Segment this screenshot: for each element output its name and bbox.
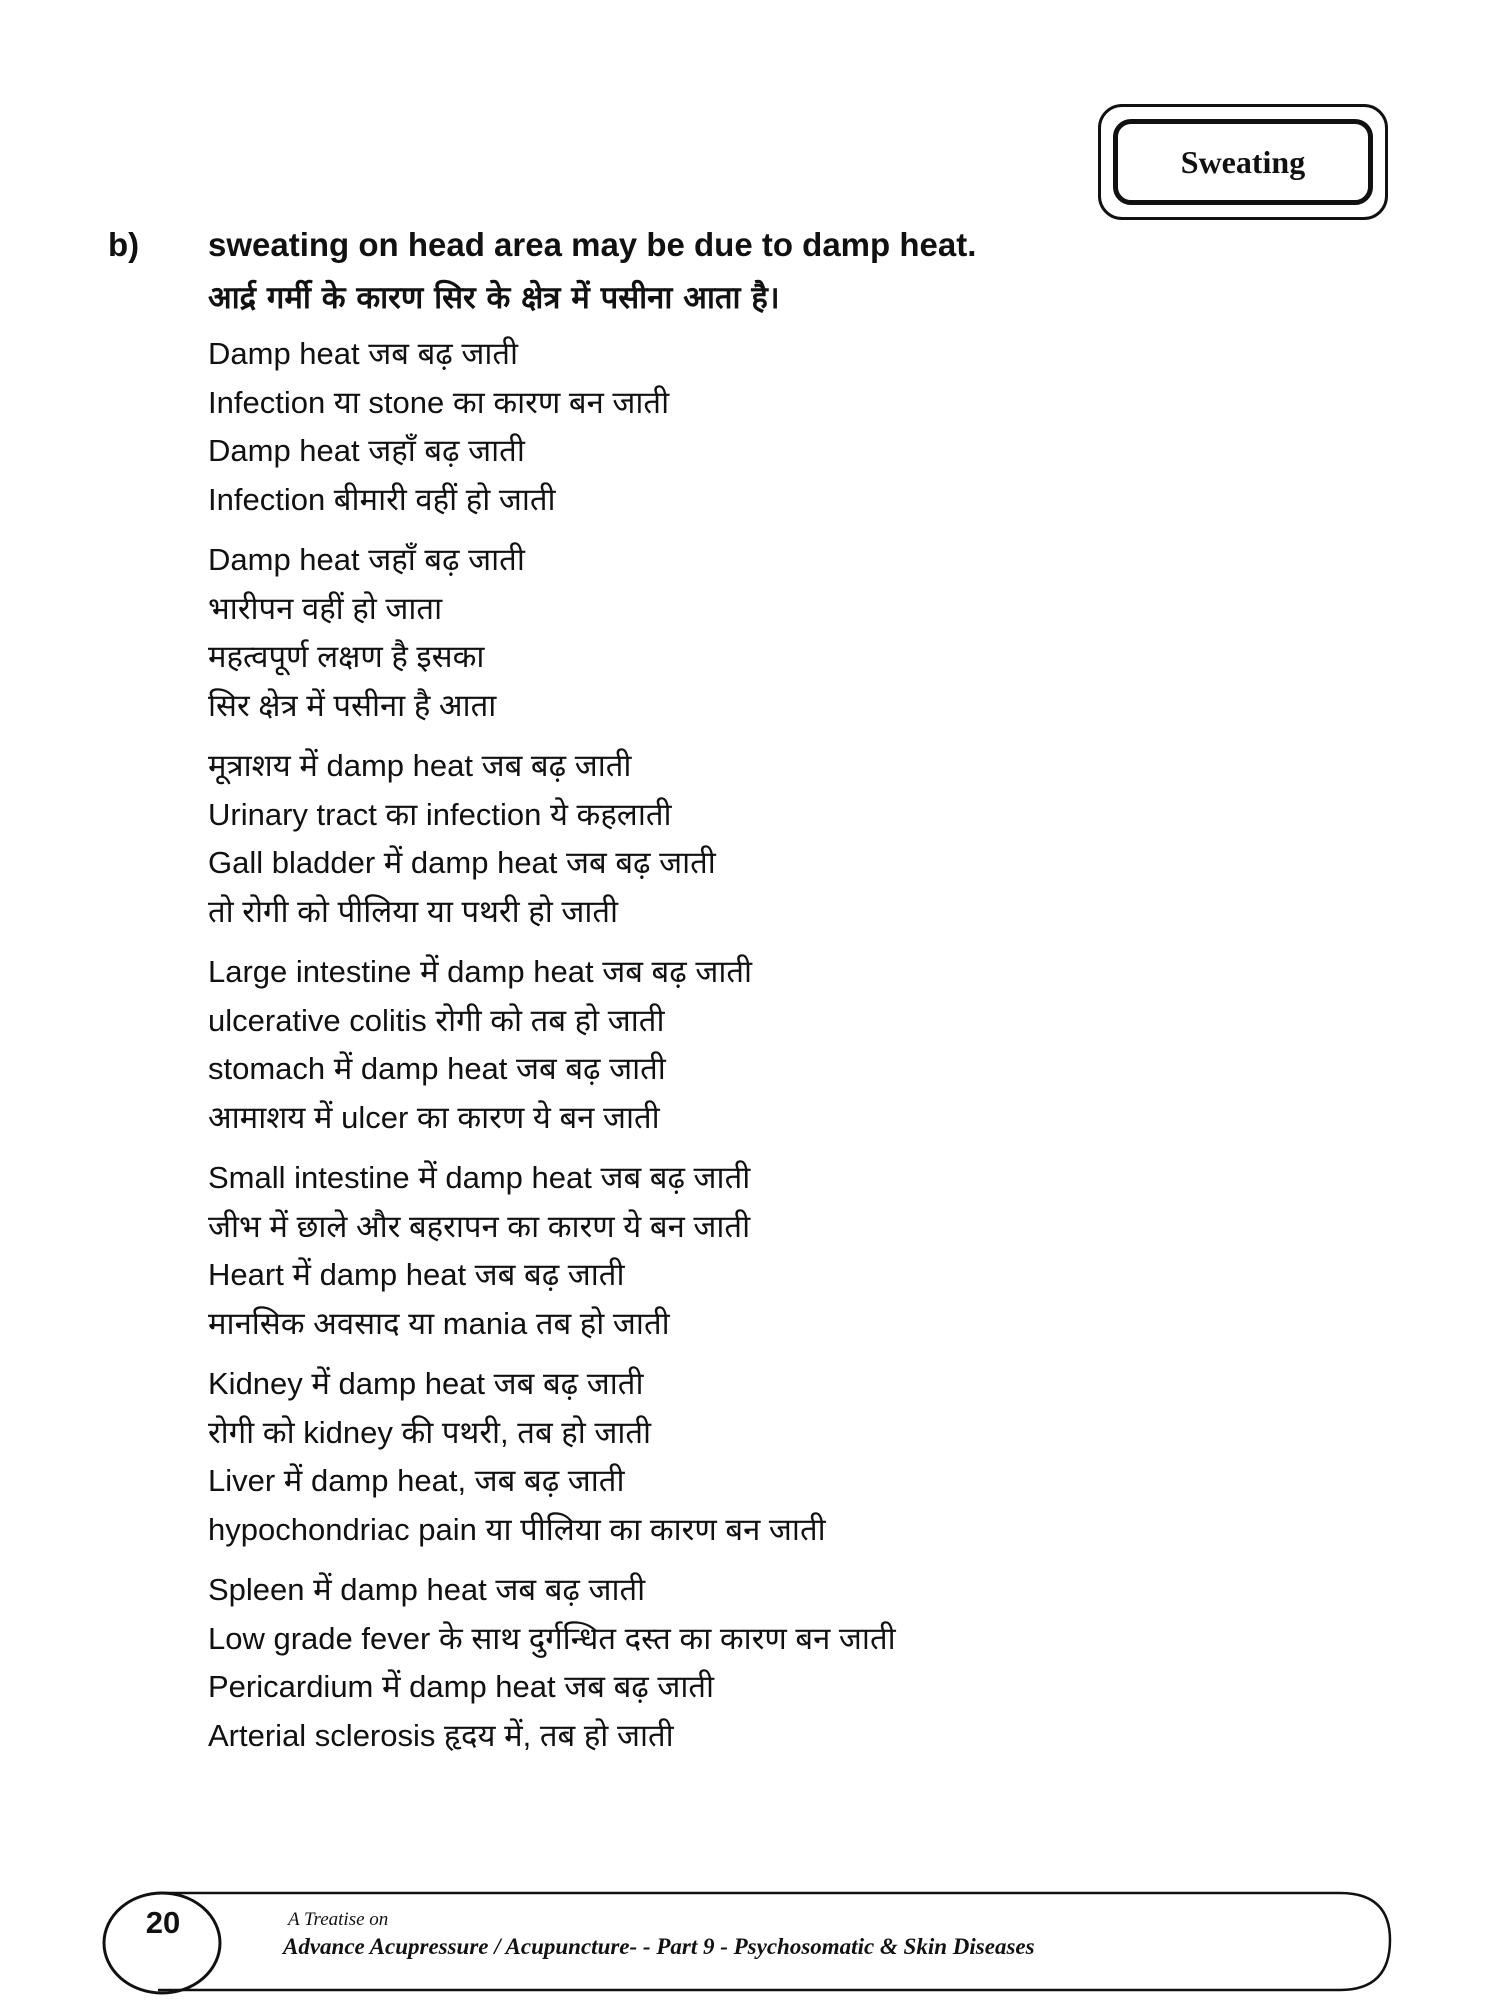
verse-line: मूत्राशय में damp heat जब बढ़ जाती — [208, 748, 632, 783]
heading-english: sweating on head area may be due to damp heat. — [208, 226, 977, 263]
verse-line: hypochondriac pain या पीलिया का कारण बन जाती — [208, 1511, 826, 1547]
page-number: 20 — [145, 1905, 181, 1940]
verse-line: Large intestine में damp heat जब बढ़ जाती — [208, 954, 753, 989]
verse-line: Kidney में damp heat जब बढ़ जाती — [208, 1366, 644, 1401]
verse-line: Infection बीमारी वहीं हो जाती — [208, 481, 556, 517]
verse-line: Low grade fever के साथ दुर्गन्धित दस्त का कारण बन जाती — [208, 1620, 896, 1656]
verse-line: Heart में damp heat जब बढ़ जाती — [208, 1257, 625, 1292]
verse-line: Urinary tract का infection ये कहलाती — [208, 796, 672, 832]
verse-line: Pericardium में damp heat जब बढ़ जाती — [208, 1669, 715, 1704]
verse-line: Infection या stone का कारण बन जाती — [208, 384, 670, 420]
footer-book-title: Advance Acupressure / Acupuncture- - Part 9 - Psychosomatic & Skin Diseases — [283, 1934, 1035, 1959]
verse-line: stomach में damp heat जब बढ़ जाती — [208, 1051, 666, 1086]
heading-hindi: आर्द्र गर्मी के कारण सिर के क्षेत्र में पसीना आता है। — [208, 280, 780, 316]
verse-line: भारीपन वहीं हो जाता — [208, 590, 443, 626]
verse-line: जीभ में छाले और बहरापन का कारण ये बन जाती — [208, 1208, 751, 1244]
item-label: b) — [108, 226, 140, 263]
verse-line: Damp heat जहाँ बढ़ जाती — [208, 542, 525, 577]
verse-line: Spleen में damp heat जब बढ़ जाती — [208, 1572, 646, 1607]
verse-line: Damp heat जहाँ बढ़ जाती — [208, 433, 525, 468]
verse-line: रोगी को kidney की पथरी, तब हो जाती — [208, 1414, 652, 1450]
verse-line: आमाशय में ulcer का कारण ये बन जाती — [208, 1099, 660, 1135]
section-tag-label: Sweating — [1113, 119, 1373, 205]
verse-line: तो रोगी को पीलिया या पथरी हो जाती — [208, 893, 619, 929]
verse-line: Damp heat जब बढ़ जाती — [208, 336, 519, 371]
verse-line: ulcerative colitis रोगी को तब हो जाती — [208, 1002, 665, 1038]
verse-line: Small intestine में damp heat जब बढ़ जाती — [208, 1160, 751, 1195]
verse-line: मानसिक अवसाद या mania तब हो जाती — [208, 1305, 670, 1341]
verse-line: Arterial sclerosis हृदय में, तब हो जाती — [208, 1717, 674, 1753]
verse-line: सिर क्षेत्र में पसीना है आता — [208, 687, 497, 723]
verse-line: Liver में damp heat, जब बढ़ जाती — [208, 1463, 625, 1498]
footer-series-line: A Treatise on — [288, 1909, 389, 1930]
verse-line: महत्वपूर्ण लक्षण है इसका — [208, 639, 485, 674]
verse-line: Gall bladder में damp heat जब बढ़ जाती — [208, 845, 716, 880]
